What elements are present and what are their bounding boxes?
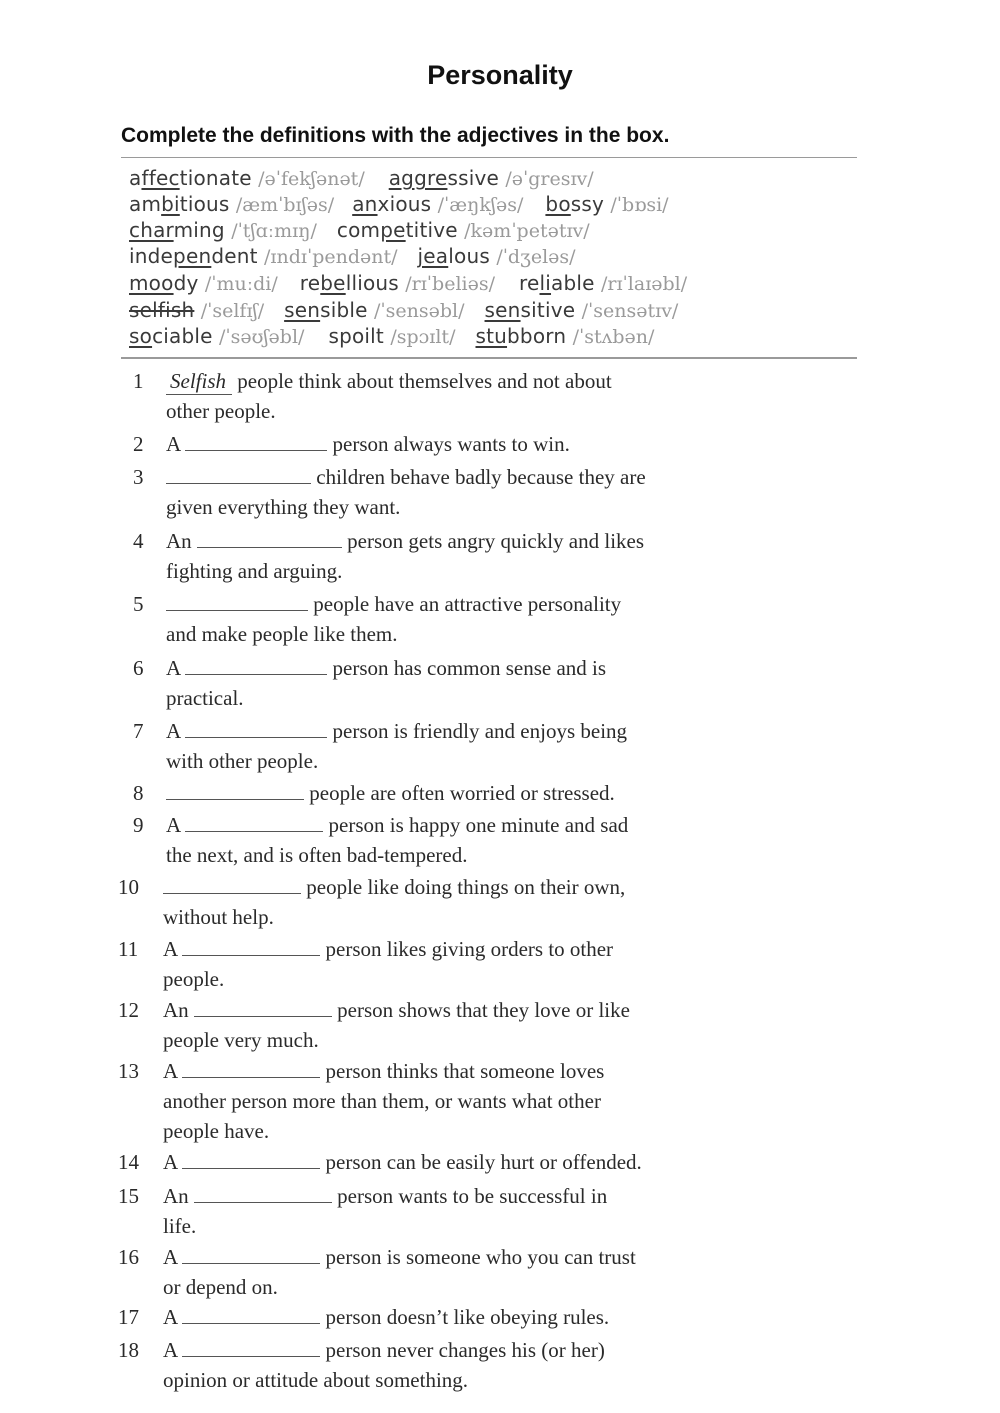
adjective-word — [129, 298, 194, 322]
definition-continuation: opinion or attitude about something. — [163, 1368, 469, 1392]
adjective-word — [328, 324, 384, 348]
stressed-syllable: aggre — [388, 166, 448, 190]
definition-continuation: people. — [163, 967, 225, 991]
item-number: 13 — [118, 1059, 139, 1083]
answer-blank[interactable] — [194, 1184, 332, 1203]
word-part: titive — [405, 218, 458, 242]
phonetic-transcription: /rɪˈlaɪəbl/ — [601, 273, 688, 295]
adjective-word — [284, 298, 368, 322]
phonetic-transcription: /kəmˈpetətɪv/ — [464, 220, 590, 242]
definition-text: person shows that they love or like — [331, 998, 630, 1022]
definition-lead: A — [163, 1338, 183, 1362]
definition-line — [166, 719, 627, 744]
item-number: 6 — [133, 656, 144, 680]
definition-continuation: the next, and is often bad-tempered. — [166, 843, 468, 867]
definition-text: people think about themselves and not about — [232, 369, 612, 393]
definition-line — [166, 656, 606, 681]
phonetic-transcription: /ˈtʃɑːmɪŋ/ — [231, 220, 317, 242]
definition-line — [163, 937, 613, 962]
word-part: able — [551, 271, 595, 295]
item-number: 4 — [133, 529, 144, 553]
definition-continuation: fighting and arguing. — [166, 559, 343, 583]
phonetic-transcription: /ˈsensəbl/ — [374, 300, 465, 322]
item-number: 11 — [118, 937, 139, 961]
definition-line — [166, 781, 615, 806]
word-part: am — [129, 192, 162, 216]
phonetic-transcription: /spɔɪlt/ — [390, 326, 456, 348]
definition-line — [163, 1245, 636, 1270]
definition-lead: A — [163, 1059, 183, 1083]
adjective-word — [545, 192, 604, 216]
definition-text: people have an attractive personality — [308, 592, 622, 616]
word-part: tious — [179, 192, 230, 216]
phonetic-transcription: /ˈstʌbən/ — [572, 326, 655, 348]
stressed-syllable: stu — [475, 324, 508, 348]
definition-continuation: life. — [163, 1214, 197, 1238]
answer-blank[interactable] — [166, 592, 308, 611]
item-number: 18 — [118, 1338, 139, 1362]
phonetic-transcription: /ˈmuːdi/ — [204, 273, 278, 295]
item-number: 16 — [118, 1245, 139, 1269]
definition-continuation: or depend on. — [163, 1275, 278, 1299]
item-number: 5 — [133, 592, 144, 616]
adjective-word — [337, 218, 458, 242]
answer-blank[interactable] — [185, 813, 323, 832]
item-number: 3 — [133, 465, 144, 489]
item-number: 12 — [118, 998, 139, 1022]
word-part: ciable — [152, 324, 213, 348]
definition-lead: A — [166, 656, 186, 680]
stressed-syllable: so — [129, 324, 153, 348]
definition-lead: A — [163, 1150, 183, 1174]
answer-blank[interactable] — [166, 465, 311, 484]
stressed-syllable: pe — [380, 218, 406, 242]
word-part: dy — [173, 271, 199, 295]
phonetic-transcription: /ˈselfɪʃ/ — [200, 300, 265, 322]
item-number: 7 — [133, 719, 144, 743]
definition-line — [166, 592, 621, 617]
word-part: com — [336, 218, 381, 242]
stressed-syllable: ffec — [141, 166, 180, 190]
phonetic-transcription: /ˈsensətɪv/ — [581, 300, 679, 322]
phonetic-transcription: /ˈæŋkʃəs/ — [437, 194, 524, 216]
definition-continuation: without help. — [163, 905, 274, 929]
phonetic-transcription: /æmˈbɪʃəs/ — [235, 194, 335, 216]
adjective-word — [300, 271, 399, 295]
definition-line — [163, 1338, 605, 1363]
definition-line — [163, 875, 625, 900]
definition-text: person never changes his (or her) — [320, 1338, 605, 1362]
phonetic-transcription: /ˈdʒeləs/ — [496, 246, 576, 268]
definition-line — [163, 998, 630, 1023]
definition-lead: An — [163, 998, 194, 1022]
definition-line — [166, 813, 628, 838]
item-number: 10 — [118, 875, 139, 899]
word-part: dent — [211, 244, 258, 268]
answer-blank[interactable] — [197, 529, 342, 548]
answer-blank[interactable] — [182, 1305, 320, 1324]
word-part: ming — [173, 218, 225, 242]
adjective-word — [352, 192, 431, 216]
definition-line — [163, 1059, 604, 1084]
word-box — [121, 157, 857, 359]
word-box-row — [129, 324, 654, 350]
adjective-word — [418, 244, 490, 268]
word-box-row — [129, 192, 669, 218]
phonetic-transcription: /rɪˈbeliəs/ — [405, 273, 495, 295]
definition-lead: A — [163, 1245, 183, 1269]
definition-continuation: people very much. — [163, 1028, 319, 1052]
word-box-row — [129, 271, 687, 297]
word-part: lous — [448, 244, 490, 268]
answer-blank[interactable] — [185, 656, 327, 675]
phonetic-transcription: /ˈbɒsi/ — [610, 194, 669, 216]
answer-blank[interactable] — [166, 781, 304, 800]
adjective-word — [129, 244, 258, 268]
stressed-syllable: bi — [161, 192, 180, 216]
word-part: inde — [129, 244, 174, 268]
phonetic-transcription: /əˈfekʃənət/ — [258, 168, 365, 190]
word-part: spoilt — [328, 324, 384, 348]
word-part: sible — [320, 298, 368, 322]
definition-continuation: with other people. — [166, 749, 319, 773]
definition-lead: A — [166, 813, 186, 837]
stressed-syllable: sen — [284, 298, 321, 322]
adjective-word — [129, 271, 199, 295]
answer-blank[interactable] — [182, 1245, 320, 1264]
definition-text: person wants to be successful in — [331, 1184, 608, 1208]
adjective-word — [129, 218, 225, 242]
phonetic-transcription: /ˈsəʊʃəbl/ — [219, 326, 305, 348]
definition-line — [166, 529, 644, 554]
definition-line — [166, 465, 646, 490]
stressed-syllable: li — [539, 271, 552, 295]
word-box-row — [129, 298, 678, 324]
answer-blank[interactable] — [182, 937, 320, 956]
definition-text: person has common sense and is — [327, 656, 607, 680]
definition-line — [163, 1184, 607, 1209]
answer-blank[interactable] — [182, 1150, 320, 1169]
answer-blank[interactable] — [163, 875, 301, 894]
stressed-syllable: bo — [545, 192, 571, 216]
word-box-row — [129, 166, 594, 192]
word-part: llious — [345, 271, 399, 295]
definition-text: person always wants to win. — [327, 432, 570, 456]
stressed-syllable: an — [352, 192, 378, 216]
definition-continuation: other people. — [166, 399, 276, 423]
item-number: 9 — [133, 813, 144, 837]
definition-text: person can be easily hurt or offended. — [320, 1150, 642, 1174]
word-part: tionate — [179, 166, 252, 190]
definition-continuation: practical. — [166, 686, 244, 710]
item-number: 2 — [133, 432, 144, 456]
definition-lead: A — [166, 432, 186, 456]
adjective-word — [485, 298, 576, 322]
definition-text: person thinks that someone loves — [320, 1059, 605, 1083]
item-number: 1 — [133, 369, 144, 393]
word-part: re — [299, 271, 321, 295]
item-number: 17 — [118, 1305, 139, 1329]
definition-text: people like doing things on their own, — [301, 875, 626, 899]
definition-line — [163, 1305, 609, 1330]
answer-example: Selfish — [166, 369, 232, 395]
word-part: xious — [377, 192, 432, 216]
definition-text: person is happy one minute and sad — [323, 813, 629, 837]
stressed-syllable: moo — [129, 271, 174, 295]
definition-lead: An — [166, 529, 197, 553]
definition-text: person gets angry quickly and likes — [341, 529, 645, 553]
definition-text: people are often worried or stressed. — [304, 781, 615, 805]
answer-blank[interactable] — [182, 1338, 320, 1357]
instruction-heading: Complete the definitions with the adjectives in the box. — [121, 124, 670, 147]
adjective-word — [129, 324, 213, 348]
definition-lead: A — [163, 1305, 183, 1329]
stressed-syllable: jea — [417, 244, 449, 268]
phonetic-transcription: /əˈgresɪv/ — [505, 168, 594, 190]
word-part: re — [519, 271, 540, 295]
definition-continuation: and make people like them. — [166, 622, 398, 646]
definition-text: children behave badly because they are — [311, 465, 646, 489]
definition-lead: A — [166, 719, 186, 743]
definition-continuation: given everything they want. — [166, 495, 401, 519]
definition-text: person likes giving orders to other — [320, 937, 614, 961]
definition-line — [163, 1150, 642, 1175]
item-number: 14 — [118, 1150, 139, 1174]
stressed-syllable: sen — [484, 298, 521, 322]
definition-text: person is friendly and enjoys being — [327, 719, 628, 743]
answer-blank[interactable] — [185, 432, 327, 451]
definition-continuation: people have. — [163, 1119, 270, 1143]
item-number: 15 — [118, 1184, 139, 1208]
answer-blank[interactable] — [182, 1059, 320, 1078]
adjective-word — [475, 324, 566, 348]
page-title: Personality — [427, 60, 573, 90]
stressed-syllable: pen — [173, 244, 212, 268]
stressed-syllable: char — [129, 218, 174, 242]
adjective-word — [389, 166, 499, 190]
word-part: a — [129, 166, 142, 190]
definition-continuation: another person more than them, or wants what other — [163, 1089, 601, 1113]
answer-blank[interactable] — [185, 719, 327, 738]
word-part: ssive — [447, 166, 499, 190]
word-box-row — [129, 244, 576, 270]
definition-line — [166, 369, 612, 395]
adjective-word — [129, 166, 252, 190]
phonetic-transcription: /ɪndɪˈpendənt/ — [264, 246, 398, 268]
stressed-syllable: be — [320, 271, 346, 295]
definition-text: person is someone who you can trust — [320, 1245, 636, 1269]
word-box-row — [129, 218, 590, 244]
definition-lead: A — [163, 937, 183, 961]
adjective-word — [519, 271, 595, 295]
adjective-word — [129, 192, 230, 216]
word-part: sitive — [520, 298, 576, 322]
word-part: bborn — [507, 324, 567, 348]
word-part: ssy — [570, 192, 605, 216]
struck-word: selfish — [129, 298, 195, 322]
answer-blank[interactable] — [194, 998, 332, 1017]
definition-line — [166, 432, 570, 457]
definition-text: person doesn’t like obeying rules. — [320, 1305, 610, 1329]
definition-lead: An — [163, 1184, 194, 1208]
item-number: 8 — [133, 781, 144, 805]
